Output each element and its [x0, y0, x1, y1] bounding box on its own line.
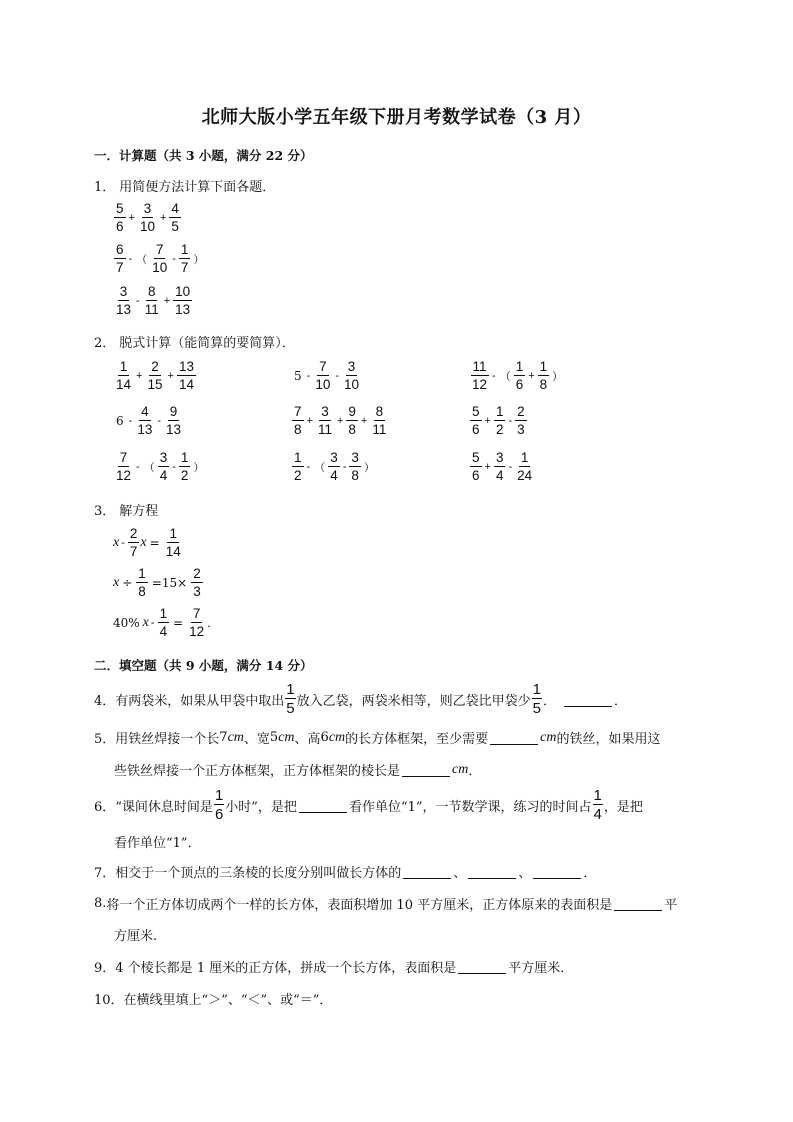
- fraction: [515, 451, 534, 482]
- numerator: 3: [159, 450, 168, 465]
- numerator: 4: [171, 201, 179, 216]
- numerator: 1: [169, 526, 177, 541]
- denominator: 5: [286, 700, 295, 717]
- fraction: [191, 567, 203, 598]
- operator: +: [528, 369, 535, 382]
- numerator: 7: [294, 404, 302, 419]
- fraction: [514, 360, 526, 391]
- exam-title: 北师大版小学五年级下册月考数学试卷（3 月）: [201, 107, 592, 128]
- operator: -: [492, 369, 496, 382]
- denominator: 13: [116, 301, 132, 317]
- numerator: 1: [495, 404, 504, 419]
- fraction: [214, 788, 224, 822]
- answer-blank[interactable]: [403, 864, 451, 879]
- operator: -: [157, 414, 162, 427]
- denominator: 6: [515, 376, 524, 392]
- numerator: 1: [532, 681, 541, 698]
- denominator: 3: [517, 421, 525, 437]
- question-text: 、: [453, 866, 467, 881]
- operator: -: [121, 536, 125, 549]
- variable: cm: [452, 761, 469, 777]
- operator: =15×: [151, 575, 188, 590]
- answer-blank[interactable]: [490, 730, 538, 745]
- fraction: [114, 202, 126, 233]
- answer-blank[interactable]: [458, 959, 506, 974]
- question-text: 用简便方法计算下面各题．: [119, 180, 276, 195]
- numerator: 11: [472, 359, 487, 374]
- denominator: 6: [116, 218, 124, 234]
- variable: cm: [278, 729, 295, 745]
- fraction: [470, 405, 482, 436]
- question-text: 小时”，是把: [225, 799, 297, 815]
- denominator: 8: [294, 421, 302, 437]
- denominator: 8: [138, 583, 146, 599]
- question-text: 7: [219, 730, 228, 745]
- question-5-line-2: [114, 760, 481, 779]
- fraction: [538, 360, 550, 391]
- question-text: ．: [614, 693, 628, 709]
- operator: （: [499, 370, 511, 383]
- numerator: 10: [175, 284, 191, 299]
- fraction: [179, 243, 191, 274]
- fraction: [164, 527, 183, 558]
- question-text: 的长方体框架，至少需要: [345, 732, 489, 747]
- question-text: 、: [518, 866, 532, 881]
- operator: =: [149, 535, 160, 550]
- operator: +: [128, 211, 135, 224]
- question-7: [94, 862, 596, 881]
- denominator: 2: [495, 421, 504, 437]
- q2-expression-r2c3: [469, 405, 528, 436]
- variable: cm: [540, 729, 557, 745]
- numerator: 3: [330, 450, 338, 465]
- question-text: ．: [543, 693, 557, 709]
- question-text: 5: [269, 730, 279, 745]
- denominator: 2: [294, 467, 302, 483]
- denominator: 10: [315, 376, 331, 392]
- q2-expression-r1c3: [469, 360, 565, 391]
- fraction: [328, 451, 340, 482]
- fraction: [135, 405, 154, 436]
- operator: -: [335, 369, 340, 382]
- variable: x: [113, 574, 120, 590]
- answer-blank[interactable]: [402, 762, 450, 777]
- numerator: 4: [141, 404, 149, 419]
- fraction: [145, 360, 164, 391]
- denominator: 5: [171, 218, 179, 234]
- fraction: [114, 451, 133, 482]
- numerator: 2: [193, 566, 201, 581]
- q2-expression-r2c1: [113, 405, 184, 436]
- answer-blank[interactable]: [564, 692, 612, 707]
- operator: -: [172, 460, 176, 473]
- question-text: 看作单位“1”．: [114, 836, 201, 851]
- question-text: 有两袋米，如果从甲袋中取出: [115, 693, 285, 709]
- fraction: [173, 285, 192, 316]
- variable: cm: [227, 729, 244, 745]
- operator: 40%: [113, 615, 140, 630]
- operator: -: [508, 460, 513, 473]
- numerator: 1: [520, 450, 529, 465]
- numerator: 13: [178, 359, 194, 374]
- denominator: 11: [372, 421, 387, 437]
- denominator: 13: [166, 421, 182, 437]
- denominator: 3: [193, 583, 201, 599]
- operator: =: [173, 615, 184, 630]
- question-text: 平方厘米．: [508, 961, 574, 976]
- numerator: 8: [147, 284, 156, 299]
- question-8-line-1: [94, 894, 677, 913]
- q2-expression-r3c3: [469, 451, 535, 482]
- fraction: [164, 405, 183, 436]
- operator: -: [306, 460, 311, 473]
- denominator: 10: [152, 259, 168, 275]
- fraction: [158, 607, 170, 638]
- operator: ÷: [122, 575, 133, 590]
- question-number: 4．: [94, 693, 116, 709]
- denominator: 7: [180, 259, 189, 275]
- operator: +: [159, 211, 167, 224]
- question-text: 脱式计算（能简算的要简算）．: [119, 336, 295, 351]
- denominator: 13: [137, 421, 153, 437]
- denominator: 13: [175, 301, 191, 317]
- question-text: 、宽: [243, 732, 270, 747]
- question-text: 、高: [294, 732, 321, 747]
- question-text: 些铁丝焊接一个正方体框架，正方体框架的棱长是: [114, 764, 401, 779]
- fraction: [316, 405, 334, 436]
- fraction: [470, 360, 489, 391]
- operator: （: [143, 461, 155, 474]
- operator: -: [172, 252, 176, 265]
- fraction: [179, 451, 191, 482]
- fraction: [136, 567, 148, 598]
- operator: +: [167, 369, 174, 382]
- fraction: [114, 285, 133, 316]
- section-heading-calculation: 一．计算题（共 3 小题，满分 22 分）: [94, 148, 313, 163]
- paren: ）: [193, 253, 205, 266]
- operator: -: [306, 369, 311, 382]
- answer-blank[interactable]: [468, 864, 516, 879]
- question-text: 将一个正方体切成两个一样的长方体，表面积增加 10 平方厘米，正方体原来的表面积是: [106, 898, 613, 913]
- question-number: 5．: [94, 732, 116, 747]
- question-text: 用铁丝焊接一个长: [115, 732, 220, 747]
- denominator: 12: [116, 467, 132, 483]
- q2-expression-r1c1: [113, 360, 197, 391]
- operator: -: [128, 414, 133, 427]
- question-3-prompt: [94, 500, 158, 519]
- question-number: 7．: [94, 866, 116, 881]
- q2-expression-r2c2: [291, 405, 389, 436]
- operator: ）: [363, 461, 375, 474]
- question-number: 2．: [94, 336, 116, 351]
- fraction: [470, 451, 482, 482]
- numerator: 8: [375, 404, 384, 419]
- question-text: 相交于一个顶点的三条棱的长度分别叫做长方体的: [115, 866, 402, 881]
- numerator: 7: [192, 606, 201, 621]
- denominator: 10: [344, 376, 360, 392]
- question-text: ．: [468, 764, 482, 779]
- denominator: 15: [147, 376, 163, 392]
- question-number: 10．: [94, 993, 124, 1008]
- fraction: [158, 451, 170, 482]
- numerator: 1: [286, 681, 295, 698]
- question-text: 看作单位“1”，一节数学课，练习的时间占: [348, 799, 592, 815]
- fraction: [150, 243, 169, 274]
- answer-blank[interactable]: [614, 896, 662, 911]
- numerator: 3: [347, 359, 356, 374]
- question-number: 8.: [94, 896, 107, 911]
- q2-expression-r3c2: [291, 451, 377, 482]
- variable: cm: [328, 729, 346, 745]
- numerator: 7: [155, 242, 164, 257]
- question-4: [94, 682, 627, 716]
- denominator: 8: [539, 376, 548, 392]
- question-2-prompt: [94, 332, 295, 351]
- question-6-line-2: [114, 832, 201, 851]
- denominator: 6: [214, 806, 224, 823]
- numerator: 3: [351, 450, 359, 465]
- question-text: .: [207, 615, 211, 630]
- fraction: [342, 360, 361, 391]
- fraction: [515, 405, 527, 436]
- fraction: [177, 360, 196, 391]
- operator: -: [128, 252, 133, 265]
- section-heading-fill-blank: 二．填空题（共 9 小题，满分 14 分）: [94, 658, 313, 673]
- denominator: 4: [593, 806, 602, 823]
- numerator: 9: [348, 404, 356, 419]
- operator: -: [508, 414, 513, 427]
- answer-blank[interactable]: [299, 798, 347, 813]
- numerator: 3: [495, 450, 504, 465]
- numerator: 9: [169, 404, 178, 419]
- q2-expression-r1c2: [291, 360, 362, 391]
- operator: +: [484, 460, 491, 473]
- denominator: 24: [517, 467, 533, 483]
- question-number: 6．: [94, 799, 116, 815]
- fraction: [346, 405, 358, 436]
- question-1-prompt: [94, 176, 275, 195]
- denominator: 4: [159, 623, 168, 639]
- operator: +: [484, 414, 491, 427]
- numerator: 2: [129, 526, 138, 541]
- denominator: 14: [165, 543, 181, 559]
- question-text: 4 个棱长都是 1 厘米的正方体，拼成一个长方体，表面积是: [115, 961, 457, 976]
- numerator: 1: [180, 450, 189, 465]
- denominator: 7: [129, 543, 138, 559]
- operator: （: [314, 461, 326, 474]
- fraction: [349, 451, 361, 482]
- numerator: 1: [294, 450, 302, 465]
- fraction: [532, 682, 542, 716]
- variable: x: [140, 534, 147, 550]
- question-text: 在横线里填上“＞”、“＜”、或“＝”．: [123, 993, 333, 1008]
- numerator: 1: [119, 359, 128, 374]
- denominator: 12: [472, 376, 488, 392]
- question-6-line-1: [94, 788, 643, 822]
- denominator: 5: [532, 700, 541, 717]
- operator: -: [136, 460, 140, 473]
- question-number: 1．: [94, 180, 116, 195]
- q3-equation-1: [113, 527, 184, 558]
- numerator: 3: [119, 284, 128, 299]
- variable: x: [113, 534, 120, 550]
- operator: +: [136, 369, 143, 382]
- numerator: 1: [593, 787, 602, 804]
- numerator: 5: [472, 450, 480, 465]
- question-10: [94, 989, 332, 1008]
- fraction: [114, 243, 126, 274]
- operator: 6: [116, 413, 124, 428]
- denominator: 7: [116, 259, 124, 275]
- denominator: 14: [116, 376, 132, 392]
- numerator: 1: [159, 606, 168, 621]
- numerator: 6: [116, 242, 124, 257]
- q1-expression-1: [113, 202, 182, 233]
- q2-expression-r3c1: [113, 451, 206, 482]
- fraction: [292, 451, 304, 482]
- numerator: 1: [180, 242, 189, 257]
- question-text: 6: [320, 730, 329, 745]
- question-text: 方厘米.: [114, 929, 158, 944]
- question-number: 9．: [94, 961, 116, 976]
- fraction: [285, 682, 295, 716]
- operator: +: [306, 414, 313, 427]
- numerator: 1: [539, 359, 548, 374]
- question-text: 放入乙袋，两袋米相等，则乙袋比甲袋少: [296, 693, 531, 709]
- denominator: 11: [317, 421, 332, 437]
- fraction: [494, 451, 506, 482]
- operator: -: [342, 460, 347, 473]
- numerator: 3: [321, 404, 329, 419]
- operator: -: [136, 294, 140, 307]
- denominator: 11: [144, 301, 159, 317]
- numerator: 1: [515, 359, 524, 374]
- fraction: [143, 285, 161, 316]
- numerator: 7: [319, 359, 327, 374]
- numerator: 5: [116, 201, 124, 216]
- fraction: [169, 202, 181, 233]
- fraction: [370, 405, 388, 436]
- question-9: [94, 957, 573, 976]
- operator: ）: [193, 461, 205, 474]
- fraction: [593, 788, 603, 822]
- operator: ）: [552, 370, 564, 383]
- numerator: 5: [472, 404, 480, 419]
- question-8-line-2: [114, 925, 157, 944]
- numerator: 1: [214, 787, 224, 804]
- fraction: [114, 360, 133, 391]
- denominator: 6: [472, 467, 480, 483]
- q3-equation-2: [113, 567, 204, 598]
- fraction: [494, 405, 506, 436]
- numerator: 1: [138, 566, 146, 581]
- denominator: 6: [472, 421, 480, 437]
- denominator: 4: [330, 467, 338, 483]
- q1-expression-2: [113, 243, 206, 274]
- denominator: 10: [139, 218, 155, 234]
- operator: 5: [294, 368, 302, 383]
- operator: +: [163, 294, 171, 307]
- operator: +: [336, 414, 344, 427]
- fraction: [313, 360, 332, 391]
- fraction: [292, 405, 304, 436]
- denominator: 4: [159, 467, 168, 483]
- denominator: 2: [180, 467, 189, 483]
- q3-equation-3: [113, 607, 211, 638]
- denominator: 8: [351, 467, 359, 483]
- denominator: 14: [178, 376, 194, 392]
- q1-expression-3: [113, 285, 193, 316]
- denominator: 8: [348, 421, 356, 437]
- question-text: ，是把: [603, 799, 643, 815]
- question-5-line-1: [94, 728, 661, 747]
- answer-blank[interactable]: [533, 864, 581, 879]
- operator: -: [150, 616, 155, 629]
- numerator: 3: [143, 201, 152, 216]
- question-text: 解方程: [119, 504, 159, 519]
- fraction: [187, 607, 206, 638]
- paren: （: [136, 253, 148, 266]
- operator: +: [360, 414, 368, 427]
- variable: x: [142, 614, 149, 630]
- question-number: 3．: [94, 504, 116, 519]
- denominator: 4: [495, 467, 504, 483]
- question-text: “课间休息时间是: [115, 799, 213, 815]
- fraction: [128, 527, 140, 558]
- numerator: 7: [119, 450, 128, 465]
- question-text: 的铁丝，如果用这: [556, 732, 661, 747]
- numerator: 2: [151, 359, 159, 374]
- denominator: 12: [189, 623, 205, 639]
- fraction: [138, 202, 157, 233]
- numerator: 2: [517, 404, 525, 419]
- question-text: ．: [583, 866, 597, 881]
- question-text: 平: [664, 898, 678, 913]
